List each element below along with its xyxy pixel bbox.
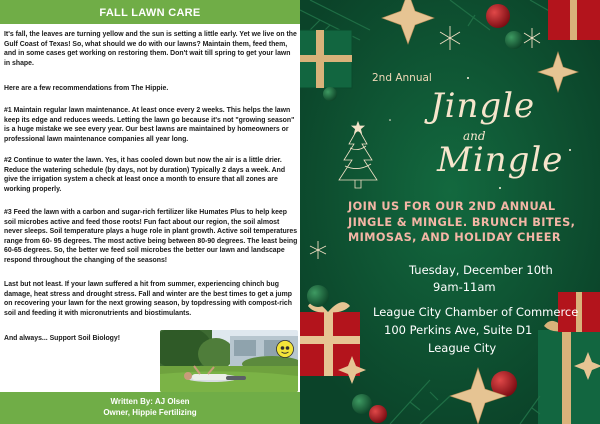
article-header: FALL LAWN CARE — [0, 0, 300, 24]
recommendations-intro: Here are a few recommendations from The Hippie. — [4, 85, 169, 92]
ornament-icon — [369, 405, 387, 423]
byline-author: Written By: AJ Olsen — [110, 397, 190, 406]
lawn-photo — [160, 330, 298, 392]
signoff: And always... Support Soil Biology! — [4, 335, 121, 342]
tip-3: #3 Feed the lawn with a carbon and sugar-rich fertilizer like Humates Plus to help keep soil microbes active and feed those roots! Fun fact about our region, the soil almost never sleeps. Soil temperature plays a huge role in plant growth. Active soil temperatures range from 60- 95 degrees. The most active being between 80-90 degrees. The least being 60-65 degrees. So, the better we feed soil microbes the better our lawn and landscape respond throughout the changing of the seasons! — [4, 209, 298, 264]
event-venue: League City Chamber of Commerce — [373, 305, 579, 319]
gift-box-icon — [548, 0, 600, 40]
title-and: and — [463, 129, 486, 143]
ornament-icon — [505, 31, 523, 49]
last-paragraph: Last but not least. If your lawn suffered a hit from summer, experiencing chinch bug damage, heat stress and drought stress. Fall and winter are the best times to get a jump on recovering your lawn for the next growing season, by topdressing with compost-rich soil and feeding it with micronutrients and biostimulants. — [4, 281, 292, 317]
byline — [0, 392, 300, 424]
ornament-icon — [486, 4, 510, 28]
event-time: 9am-11am — [433, 280, 496, 294]
ornament-icon — [352, 394, 372, 414]
event-city: League City — [428, 341, 497, 355]
tip-2: #2 Continue to water the lawn. Yes, it has cooled down but now the air is a little drier. Reduce the watering schedule (by days, not by duration) Typically 2 days a week. And give the irrigation system a check at least once a month to ensure that all zones are working properly. — [4, 157, 286, 193]
annual-label-text: 2nd Annual — [372, 72, 432, 84]
ornament-icon — [323, 87, 337, 101]
title-mingle: Mingle — [437, 140, 564, 180]
event-date: Tuesday, December 10th — [409, 263, 553, 277]
hippie-logo-icon — [276, 340, 294, 358]
ornament-icon — [307, 285, 329, 307]
event-address: 100 Perkins Ave, Suite D1 — [384, 323, 533, 337]
byline-role: Owner, Hippie Fertilizing — [103, 408, 197, 417]
invite-text: JOIN US FOR OUR 2ND ANNUAL JINGLE & MINGLE. BRUNCH BITES, MIMOSAS, AND HOLIDAY CHEER — [348, 200, 576, 245]
title-jingle: Jingle — [430, 86, 536, 126]
gift-box-icon — [300, 30, 352, 88]
article-intro: It's fall, the leaves are turning yellow and the sun is setting a little early. Yet we live on the Gulf Coast of Texas! So, what should we do with our lawns? Maintain them, feed them, and in some cases get working on restoring them. Don't wait till spring to get your lawn in shape. — [4, 31, 297, 67]
tip-1: #1 Maintain regular lawn maintenance. At least once every 2 weeks. This helps the lawn keep its edge and reduces weeds. Letting the lawn go because it's not "growing season" is a huge mistake we see every year. Our best lawns are maintained by homeowners or professional lawn maintenance companies all year long. — [4, 107, 295, 143]
